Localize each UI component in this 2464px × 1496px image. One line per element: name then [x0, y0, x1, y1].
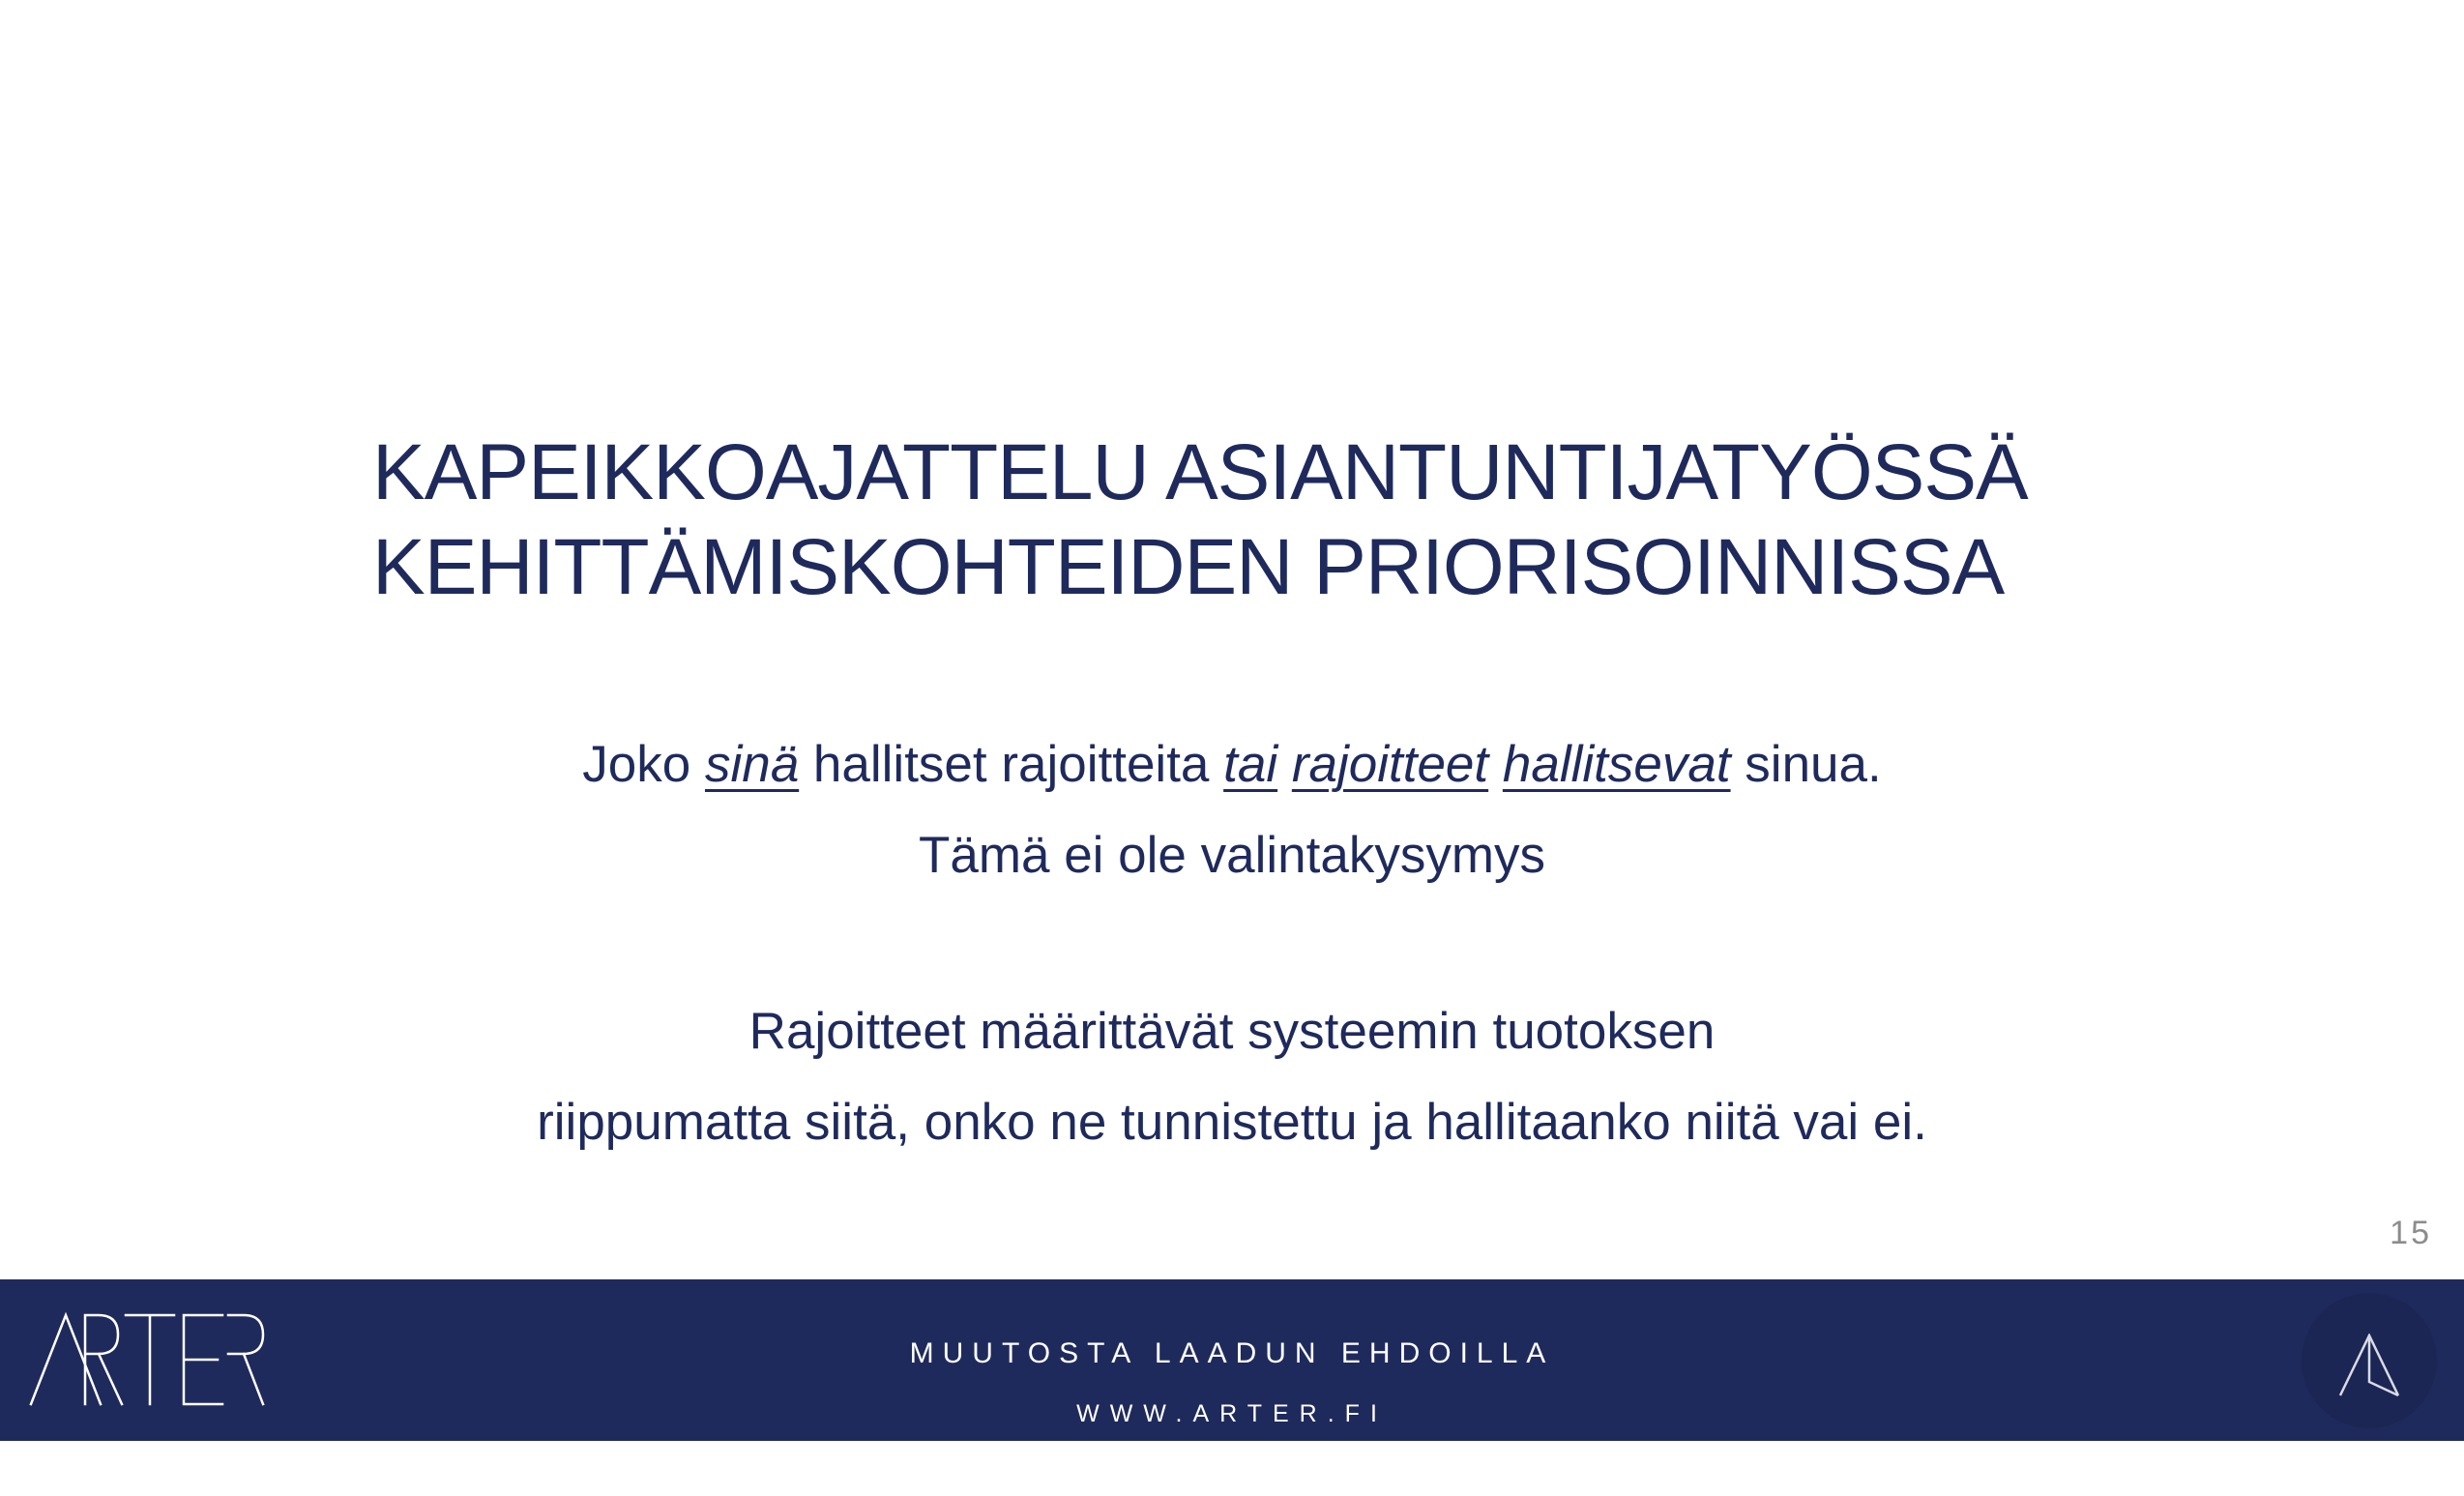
paragraph-choice-line-2: Tämä ei ole valintakysymys — [919, 827, 1545, 884]
paragraph-choice-line-1 — [0, 719, 2464, 810]
page-number: 15 — [2390, 1215, 2432, 1251]
arter-monogram-icon — [2302, 1293, 2437, 1428]
monogram-a-icon — [2338, 1334, 2400, 1397]
text-fragment: hallitset rajoitteita — [799, 736, 1224, 793]
text-fragment: sinua. — [1730, 736, 1882, 793]
paragraph-constraints-line-2: riippumatta siitä, onko ne tunnistettu ja hallitaanko niitä vai ei. — [537, 1094, 1927, 1151]
paragraph-choice — [0, 719, 2464, 901]
text-fragment: Joko — [582, 736, 705, 793]
emphasis-hallitsevat: hallitsevat — [1502, 736, 1731, 793]
footer-tagline: MUUTOSTA LAADUN EHDOILLA — [909, 1337, 1555, 1369]
text-fragment — [1277, 736, 1292, 793]
paragraph-constraints — [0, 986, 2464, 1168]
footer-bar — [0, 1279, 2464, 1441]
emphasis-tai: tai — [1223, 736, 1278, 793]
text-fragment — [1488, 736, 1503, 793]
emphasis-rajoitteet: rajoitteet — [1291, 736, 1489, 793]
footer-url: WWW.ARTER.FI — [1076, 1400, 1388, 1427]
slide-title-line-2: KEHITTÄMISKOHTEIDEN PRIORISOINNISSA — [372, 523, 2005, 611]
paragraph-constraints-line-1: Rajoitteet määrittävät systeemin tuotoksen — [748, 1003, 1716, 1060]
emphasis-sina: sinä — [704, 736, 800, 793]
slide-title — [372, 425, 2210, 615]
slide-title-line-1: KAPEIKKOAJATTELU ASIANTUNTIJATYÖSSÄ — [372, 428, 2028, 516]
